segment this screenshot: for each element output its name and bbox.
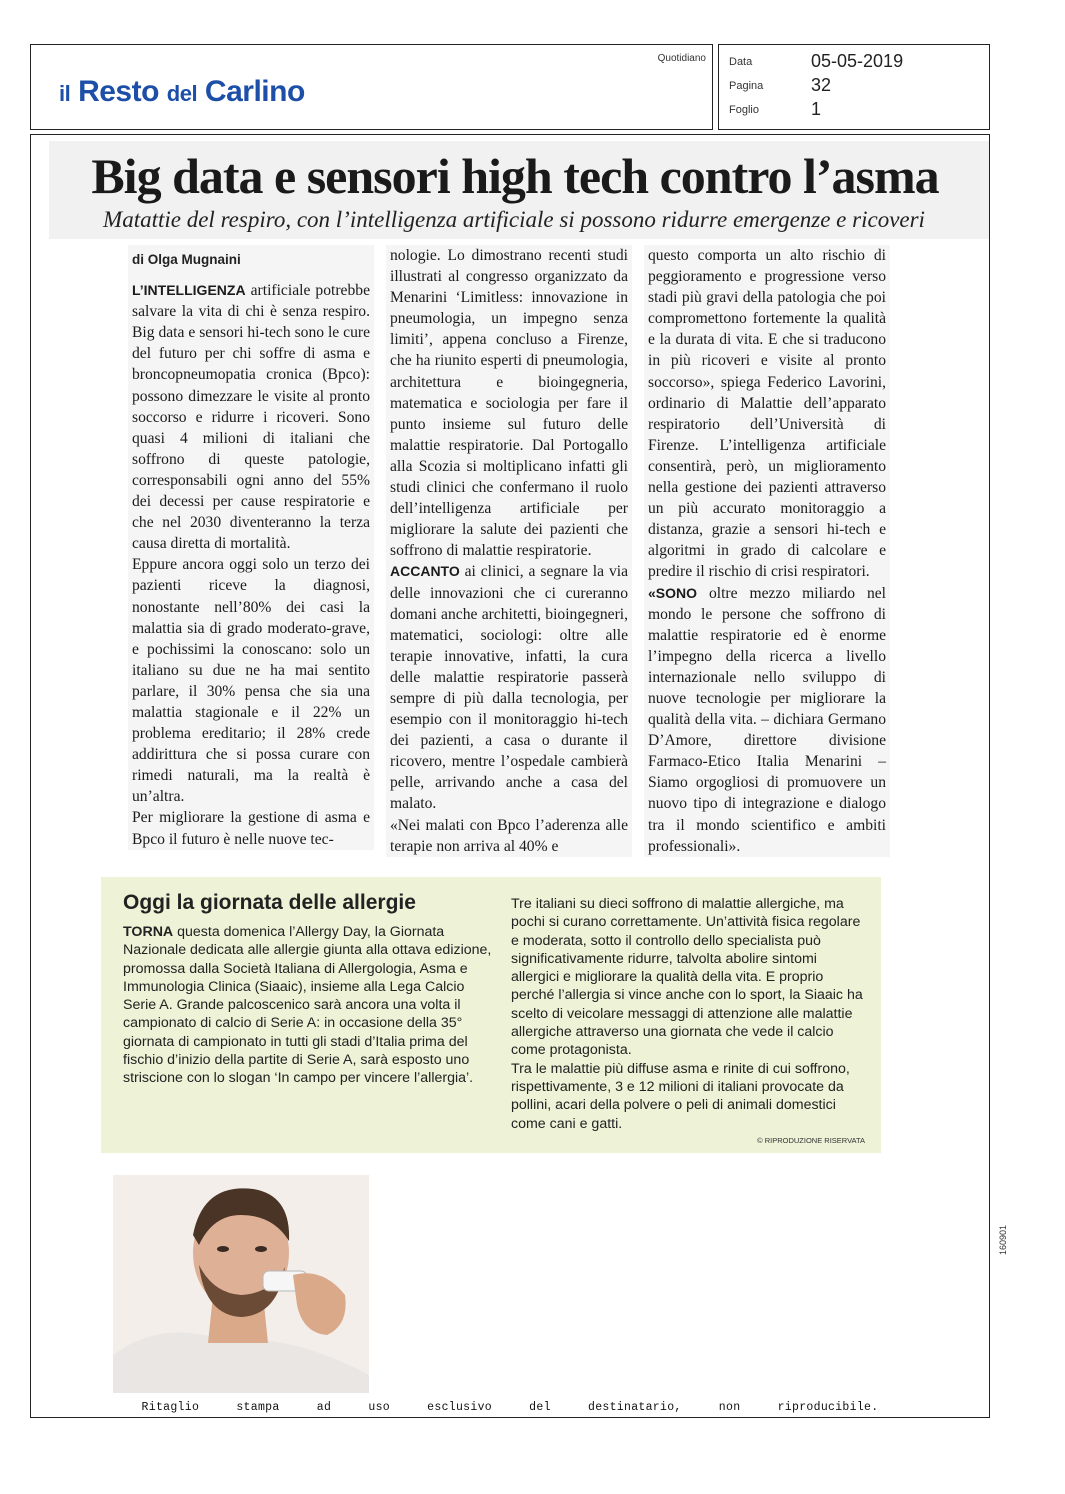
masthead-box [30, 44, 713, 130]
meta-date [729, 51, 989, 73]
meta-label: Data [729, 56, 753, 68]
meta-box [718, 44, 990, 130]
meta-value: 05-05-2019 [811, 51, 904, 71]
clipping-disclaimer: Ritaglio stampa ad uso esclusivo del destinatario, non riproducibile. [141, 1401, 879, 1414]
logo-mid: del [166, 81, 198, 106]
meta-value: 32 [811, 75, 832, 95]
meta-page [729, 75, 989, 97]
paragraph-text: ai clinici, a segnare la via delle innovazioni che ci cureranno domani anche architetti, bioingegneri, matematici, sociologi: oltre alle terapie innovative, infatti, la cura delle malattie respiratorie passerà sempre di più dalla tecnologia, per esempio con il monitoraggio hi-tech dei pazienti, a casa o durante il ricovero, mentre l’ospedale cambierà pelle, arrivando anche a casa del malato. [390, 563, 628, 813]
article-frame [30, 134, 990, 1418]
box-text: questa domenica l’Allergy Day, la Giornata Nazionale dedicata alle allergie giunta alla ottava edizione, promossa dalla Società Italiana di Allergologia, Asma e Immunologia Clinica (Siaaic), insieme alla Lega Calcio Serie A. Grande palcoscenico sarà ancora una volta il campionato di calcio di Serie A: in occasione della 35° giornata di campionato in tutti gli stadi d’Italia prima del fischio d’inizio della partite di Serie A, sarà esposto uno striscione con lo slogan ‘In campo per vincere l’allergia’. [123, 924, 492, 1087]
box-paragraph: Tre italiani su dieci soffrono di malattie allergiche, ma pochi si curano correttamente. Un’attività fisica regolare e moderata, sotto il controllo dello specialista può significativamente ridurre, talvolta abolire sintomi allergici e migliorare la qualità della vita. E proprio perché l’allergia si vince anche con lo sport, la Siaaic ha scelto di veicolare messaggi di attenzione alle malattie allergiche attraverso una giornata che vede il calcio come protagonista. [511, 896, 863, 1059]
photo-illustration [113, 1175, 369, 1393]
box-title: Oggi la giornata delle allergie [123, 891, 416, 914]
newspaper-logo [59, 75, 305, 109]
box-paragraph: Tra le malattie più diffuse asma e rinite di cui soffrono, rispettivamente, 3 e 12 milioni di italiani provocate da pollini, acari della polvere o peli di animali domestici come cani e gatti. [511, 1060, 850, 1132]
meta-label: Pagina [729, 80, 764, 92]
photo-man-with-inhaler [113, 1175, 369, 1393]
meta-sheet [729, 99, 989, 121]
box-column-2 [511, 895, 867, 1133]
box-column-1 [123, 923, 493, 1088]
meta-label: Foglio [729, 104, 759, 116]
paragraph-text: artificiale potrebbe salvare la vita di chi è senza respiro. Big data e sensori hi-tech sono le cure del futuro per chi soffre di asma e broncopneumopatia cronica (Bpco): possono dimezzare le visite al pronto soccorso e ridurre i ricoveri. Sono quasi 4 milioni di italiani che soffrono di queste patologie, corresponsabili ogni anno del 55% dei decessi per cause respiratorie e che nel 2030 diventeranno la terza causa diretta di mortalità. [132, 282, 370, 553]
subheadline: Matattie del respiro, con l’intelligenza artificiale si possono ridurre emergenze e ricoveri [103, 207, 925, 232]
logo-prefix: il [59, 81, 71, 106]
paragraph: questo comporta un alto rischio di peggioramento e progressione verso stadi più gravi della patologia che poi compromettono fortemente la qualità e la durata di vita. E che si traducono in più ricoveri e visite al pronto soccorso», spiega Federico Lavorini, ordinario di Malattie dell’apparato respiratorio dell’Università di Firenze. L’intelligenza artificiale consentirà, però, un miglioramento nella gestione dei pazienti attraverso un più accurato monitoraggio a distanza, grazie a sensori hi-tech e algoritmi in grado di calcolare e predire il rischio di crisi respiratori. [648, 247, 886, 581]
logo-end: Carlino [204, 75, 305, 108]
lead-word: TORNA [123, 924, 174, 940]
paragraph: Per migliorare la gestione di asma e Bpco il futuro è nelle nuove tec- [132, 809, 370, 848]
lead-word: L’INTELLIGENZA [132, 282, 246, 299]
paragraph [648, 583, 886, 857]
copyright-notice: © RIPRODUZIONE RISERVATA [757, 1136, 865, 1145]
headline: Big data e sensori high tech contro l’asma [91, 148, 939, 204]
lead-word: ACCANTO [390, 563, 460, 580]
byline: di Olga Mugnaini [132, 252, 241, 267]
meta-value: 1 [811, 99, 822, 119]
clipping-header [30, 44, 990, 130]
paragraph: nologie. Lo dimostrano recenti studi illustrati al congresso organizzato da Menarini ‘Limitless: innovazione in pneumologia, un impegno senza limiti’, appena concluso a Firenze, che ha riunito esperti di pneumologia, architettura e bioingegneria, matematica e sociologia per fare il punto insieme sul futuro delle malattie respiratorie. Dal Portogallo alla Scozia si moltiplicano infatti gli studi clinici che confermano il ruolo dell’intelligenza artificiale per migliorare la salute dei pazienti che soffrono di malattie respiratorie. [390, 247, 628, 560]
paragraph [390, 561, 628, 814]
article-column-1 [128, 245, 374, 850]
article-column-3 [644, 245, 890, 857]
publication-type: Quotidiano [657, 53, 706, 64]
paragraph: «Nei malati con Bpco l’aderenza alle terapie non arriva al 40% e [390, 816, 628, 855]
sidebar-box [101, 877, 881, 1153]
paragraph-text: oltre mezzo miliardo nel mondo le persone che soffrono di malattie respiratorie ed è enorme l’impegno della ricerca a livello internazionale nello sviluppo di nuove tecnologie per migliorare la qualità della vita. – dichiara Germano D’Amore, direttore divisione Farmaco-Etico Italia Menarini – Siamo orgogliosi di promuovere un nuovo tipo di integrazione e dialogo tra il mondo scientifico e ambiti professionali». [648, 584, 886, 855]
paragraph [132, 280, 370, 554]
article-column-2 [386, 245, 632, 857]
clipping-code: 160901 [998, 1224, 1008, 1255]
article-columns [128, 245, 894, 855]
paragraph: Eppure ancora oggi solo un terzo dei pazienti riceve la diagnosi, nonostante nell’80% dei casi la malattia sia di grado moderato-grave, e pochissimi la conoscano: solo un italiano su due ne ha mai sentito parlare, il 30% pensa che sia una malattia stagionale e il 22% un problema ereditario; il 28% crede addirittura che si possa curare con rimedi naturali, ma la realtà è un’altra. [132, 556, 370, 806]
lead-word: «SONO [648, 584, 698, 601]
logo-main: Resto [78, 75, 159, 108]
